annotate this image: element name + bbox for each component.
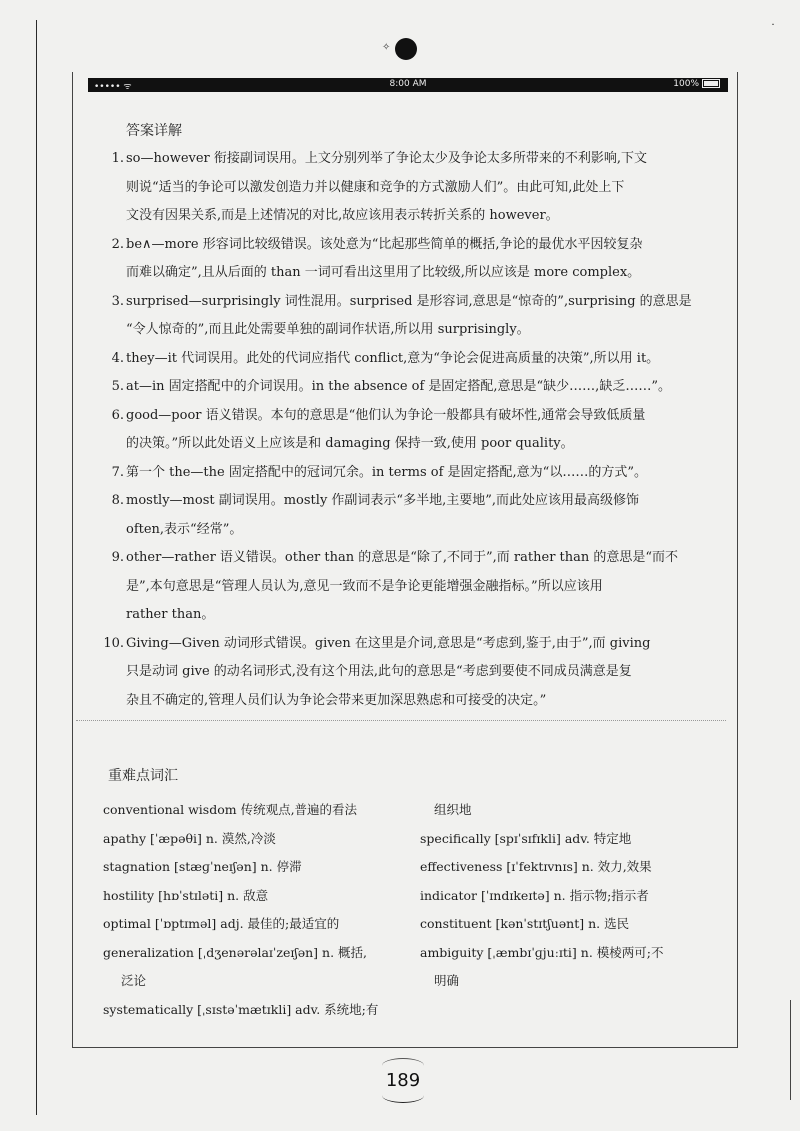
answer-item [100, 345, 725, 374]
answer-number: 2. [111, 236, 124, 252]
answer-number: 1. [111, 151, 124, 166]
answer-number: 5. [111, 379, 124, 394]
answer-line: be∧—more 形容词比较级错误。该处意为“比起那些简单的概括,争论的最优水平因较复杂 [126, 236, 643, 252]
answer-line: they—it 代词误用。此处的代词应指代 conflict,意为“争论会促进高质量的决策”,所以用 it。 [126, 350, 660, 366]
answer-line: 是”,本句意思是“管理人员认为,意见一致而不是争论更能增强金融指标。”所以应该用 [126, 578, 603, 594]
page-number: 189 [385, 1070, 421, 1091]
answer-line: 的决策。”所以此处语义上应该是和 damaging 保持一致,使用 poor quality。 [126, 436, 574, 451]
answer-number: 10. [103, 635, 124, 651]
answer-number: 7. [111, 464, 124, 480]
answer-item [100, 402, 725, 459]
answer-line: “令人惊奇的”,而且此处需要单独的副词作状语,所以用 surprisingly。 [126, 322, 530, 337]
answer-line: other—rather 语义错误。other than 的意思是“除了,不同于”,而 rather than 的意思是“而不 [126, 550, 679, 565]
answer-number: 6. [111, 407, 124, 423]
answer-line: Giving—Given 动词形式错误。given 在这里是介词,意思是“考虑到,鉴于,由于”,而 giving [126, 635, 651, 651]
answer-item [100, 373, 725, 402]
answer-item [100, 145, 725, 231]
answer-line: at—in 固定搭配中的介词误用。in the absence of 是固定搭配,意思是“缺少……,缺乏……”。 [126, 379, 671, 394]
answers-heading: 答案详解 [126, 123, 182, 139]
answer-line: so—however 衔接副词误用。上文分别列举了争论太少及争论太多所带来的不利影响,下文 [126, 151, 648, 166]
vocab-column-left [103, 796, 408, 1024]
vocab-heading: 重难点词汇 [108, 768, 178, 784]
answer-line: 杂且不确定的,管理人员们认为争论会带来更加深思熟虑和可接受的决定。” [126, 692, 547, 708]
section-divider [76, 720, 726, 721]
vocab-entry: specifically [spɪˈsɪfɪkli] adv. 特定地 [420, 830, 632, 846]
vocab-entry: apathy [ˈæpəθi] n. 漠然,冷淡 [103, 830, 276, 846]
answer-item [100, 630, 725, 716]
answer-item [100, 487, 725, 544]
vocab-entry: stagnation [stæɡˈneɪʃən] n. 停滞 [103, 859, 302, 874]
vocab-entry: conventional wisdom 传统观点,普遍的看法 [103, 802, 358, 817]
answer-item [100, 544, 725, 630]
battery-icon [702, 79, 720, 88]
answer-number: 3. [111, 293, 124, 309]
vocab-entry-continuation: 组织地 [434, 802, 472, 817]
vocab-entry: constituent [kənˈstɪtʃuənt] n. 选民 [420, 916, 630, 931]
answer-line: 只是动词 give 的动名词形式,没有这个用法,此句的意思是“考虑到要使不同成员满意是复 [126, 664, 632, 679]
answer-line: 文没有因果关系,而是上述情况的对比,故应该用表示转折关系的 however。 [126, 208, 559, 223]
sparkle-icon: ✧ [382, 42, 391, 53]
vocab-entry: systematically [ˌsɪstəˈmætɪkli] adv. 系统地;有 [103, 1001, 379, 1017]
answer-line: surprised—surprisingly 词性混用。surprised 是形容词,意思是“惊奇的”,surprising 的意思是 [126, 293, 692, 309]
status-time: 8:00 AM [389, 79, 427, 89]
answer-number: 4. [111, 350, 124, 366]
answer-list [100, 145, 725, 715]
vocab-column-right [420, 796, 725, 996]
answer-line: mostly—most 副词误用。mostly 作副词表示“多半地,主要地”,而此处应该用最高级修饰 [126, 493, 639, 508]
answer-line: rather than。 [126, 607, 215, 622]
answer-line: 则说“适当的争论可以激发创造力并以健康和竞争的方式激励人们”。由此可知,此处上下 [126, 179, 625, 195]
vocab-entry: generalization [ˌdʒenərəlaɪˈzeɪʃən] n. 概括, [103, 944, 367, 960]
corner-mark: ˙ [770, 22, 776, 36]
vocab-entry: indicator [ˈɪndɪkeɪtə] n. 指示物;指示者 [420, 887, 649, 903]
vocab-entry-continuation: 泛论 [121, 973, 147, 988]
answer-item [100, 459, 725, 488]
vocab-entry: hostility [hɒˈstɪləti] n. 敌意 [103, 887, 269, 903]
answer-number: 9. [111, 550, 124, 565]
answer-line: good—poor 语义错误。本句的意思是“他们认为争论一般都具有破坏性,通常会导致低质量 [126, 407, 646, 423]
answer-line: 第一个 the—the 固定搭配中的冠词冗余。in terms of 是固定搭配,意为“以……的方式”。 [126, 464, 647, 480]
page-edge-line-right [790, 1000, 791, 1100]
vocab-entry: effectiveness [ɪˈfektɪvnɪs] n. 效力,效果 [420, 859, 652, 874]
answer-number: 8. [111, 493, 124, 508]
bullet-dot-icon [395, 38, 417, 60]
vocab-entry-continuation: 明确 [434, 973, 460, 988]
page-number-ornament-bottom [382, 1088, 424, 1103]
status-bar [88, 78, 728, 92]
answer-item [100, 231, 725, 288]
battery-percent: 100% [673, 79, 699, 89]
page-edge-line [36, 20, 37, 1115]
answer-item [100, 288, 725, 345]
battery-indicator [673, 79, 720, 89]
vocab-entry: ambiguity [ˌæmbɪˈɡjuːɪti] n. 模棱两可;不 [420, 944, 664, 960]
vocab-entry: optimal [ˈɒptɪməl] adj. 最佳的;最适宜的 [103, 916, 340, 931]
answer-line: 而难以确定”,且从后面的 than 一词可看出这里用了比较级,所以应该是 more complex。 [126, 265, 641, 280]
signal-indicator: ••••• ᯤ [94, 82, 132, 92]
answer-line: often,表示“经常”。 [126, 521, 243, 537]
